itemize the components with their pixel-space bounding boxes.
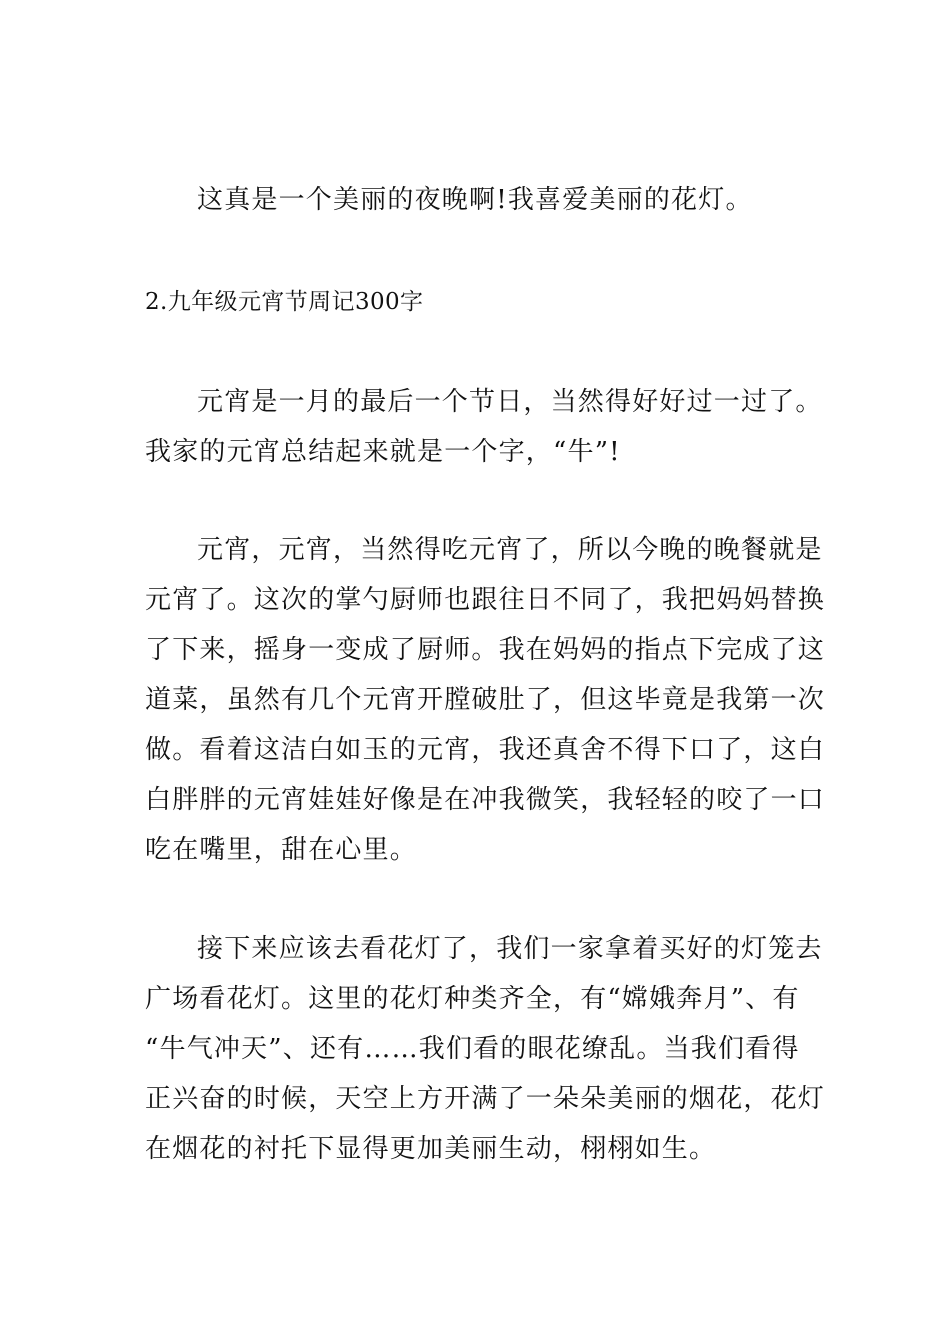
closing-paragraph: 这真是一个美丽的夜晚啊!我喜爱美丽的花灯。 <box>197 185 753 215</box>
section-heading: 2.九年级元宵节周记300字 <box>145 289 424 315</box>
paragraph-line: 吃在嘴里，甜在心里。 <box>145 835 418 865</box>
paragraph-line: 广场看花灯。这里的花灯种类齐全，有“嫦娥奔月”、有 <box>145 984 800 1014</box>
paragraph-line: 元宵，元宵，当然得吃元宵了，所以今晚的晚餐就是 <box>197 535 823 565</box>
paragraph-line: 在烟花的衬托下显得更加美丽生动，栩栩如生。 <box>145 1134 717 1164</box>
paragraph-line: 道菜，虽然有几个元宵开膛破肚了，但这毕竟是我第一次 <box>145 685 826 715</box>
paragraph-line: 元宵是一月的最后一个节日，当然得好好过一过了。 <box>197 387 823 417</box>
paragraph-line: 了下来，摇身一变成了厨师。我在妈妈的指点下完成了这 <box>145 635 826 665</box>
paragraph-line: 元宵了。这次的掌勺厨师也跟往日不同了，我把妈妈替换 <box>145 585 826 615</box>
paragraph-line: 白胖胖的元宵娃娃好像是在冲我微笑，我轻轻的咬了一口 <box>145 785 826 815</box>
paragraph-line: 接下来应该去看花灯了，我们一家拿着买好的灯笼去 <box>197 934 823 964</box>
paragraph-line: 正兴奋的时候，天空上方开满了一朵朵美丽的烟花，花灯 <box>145 1084 826 1114</box>
paragraph-line: 我家的元宵总结起来就是一个字，“牛”! <box>145 437 621 467</box>
paragraph-line: 做。看着这洁白如玉的元宵，我还真舍不得下口了，这白 <box>145 735 826 765</box>
paragraph-line: “牛气冲天”、还有……我们看的眼花缭乱。当我们看得 <box>145 1034 800 1064</box>
